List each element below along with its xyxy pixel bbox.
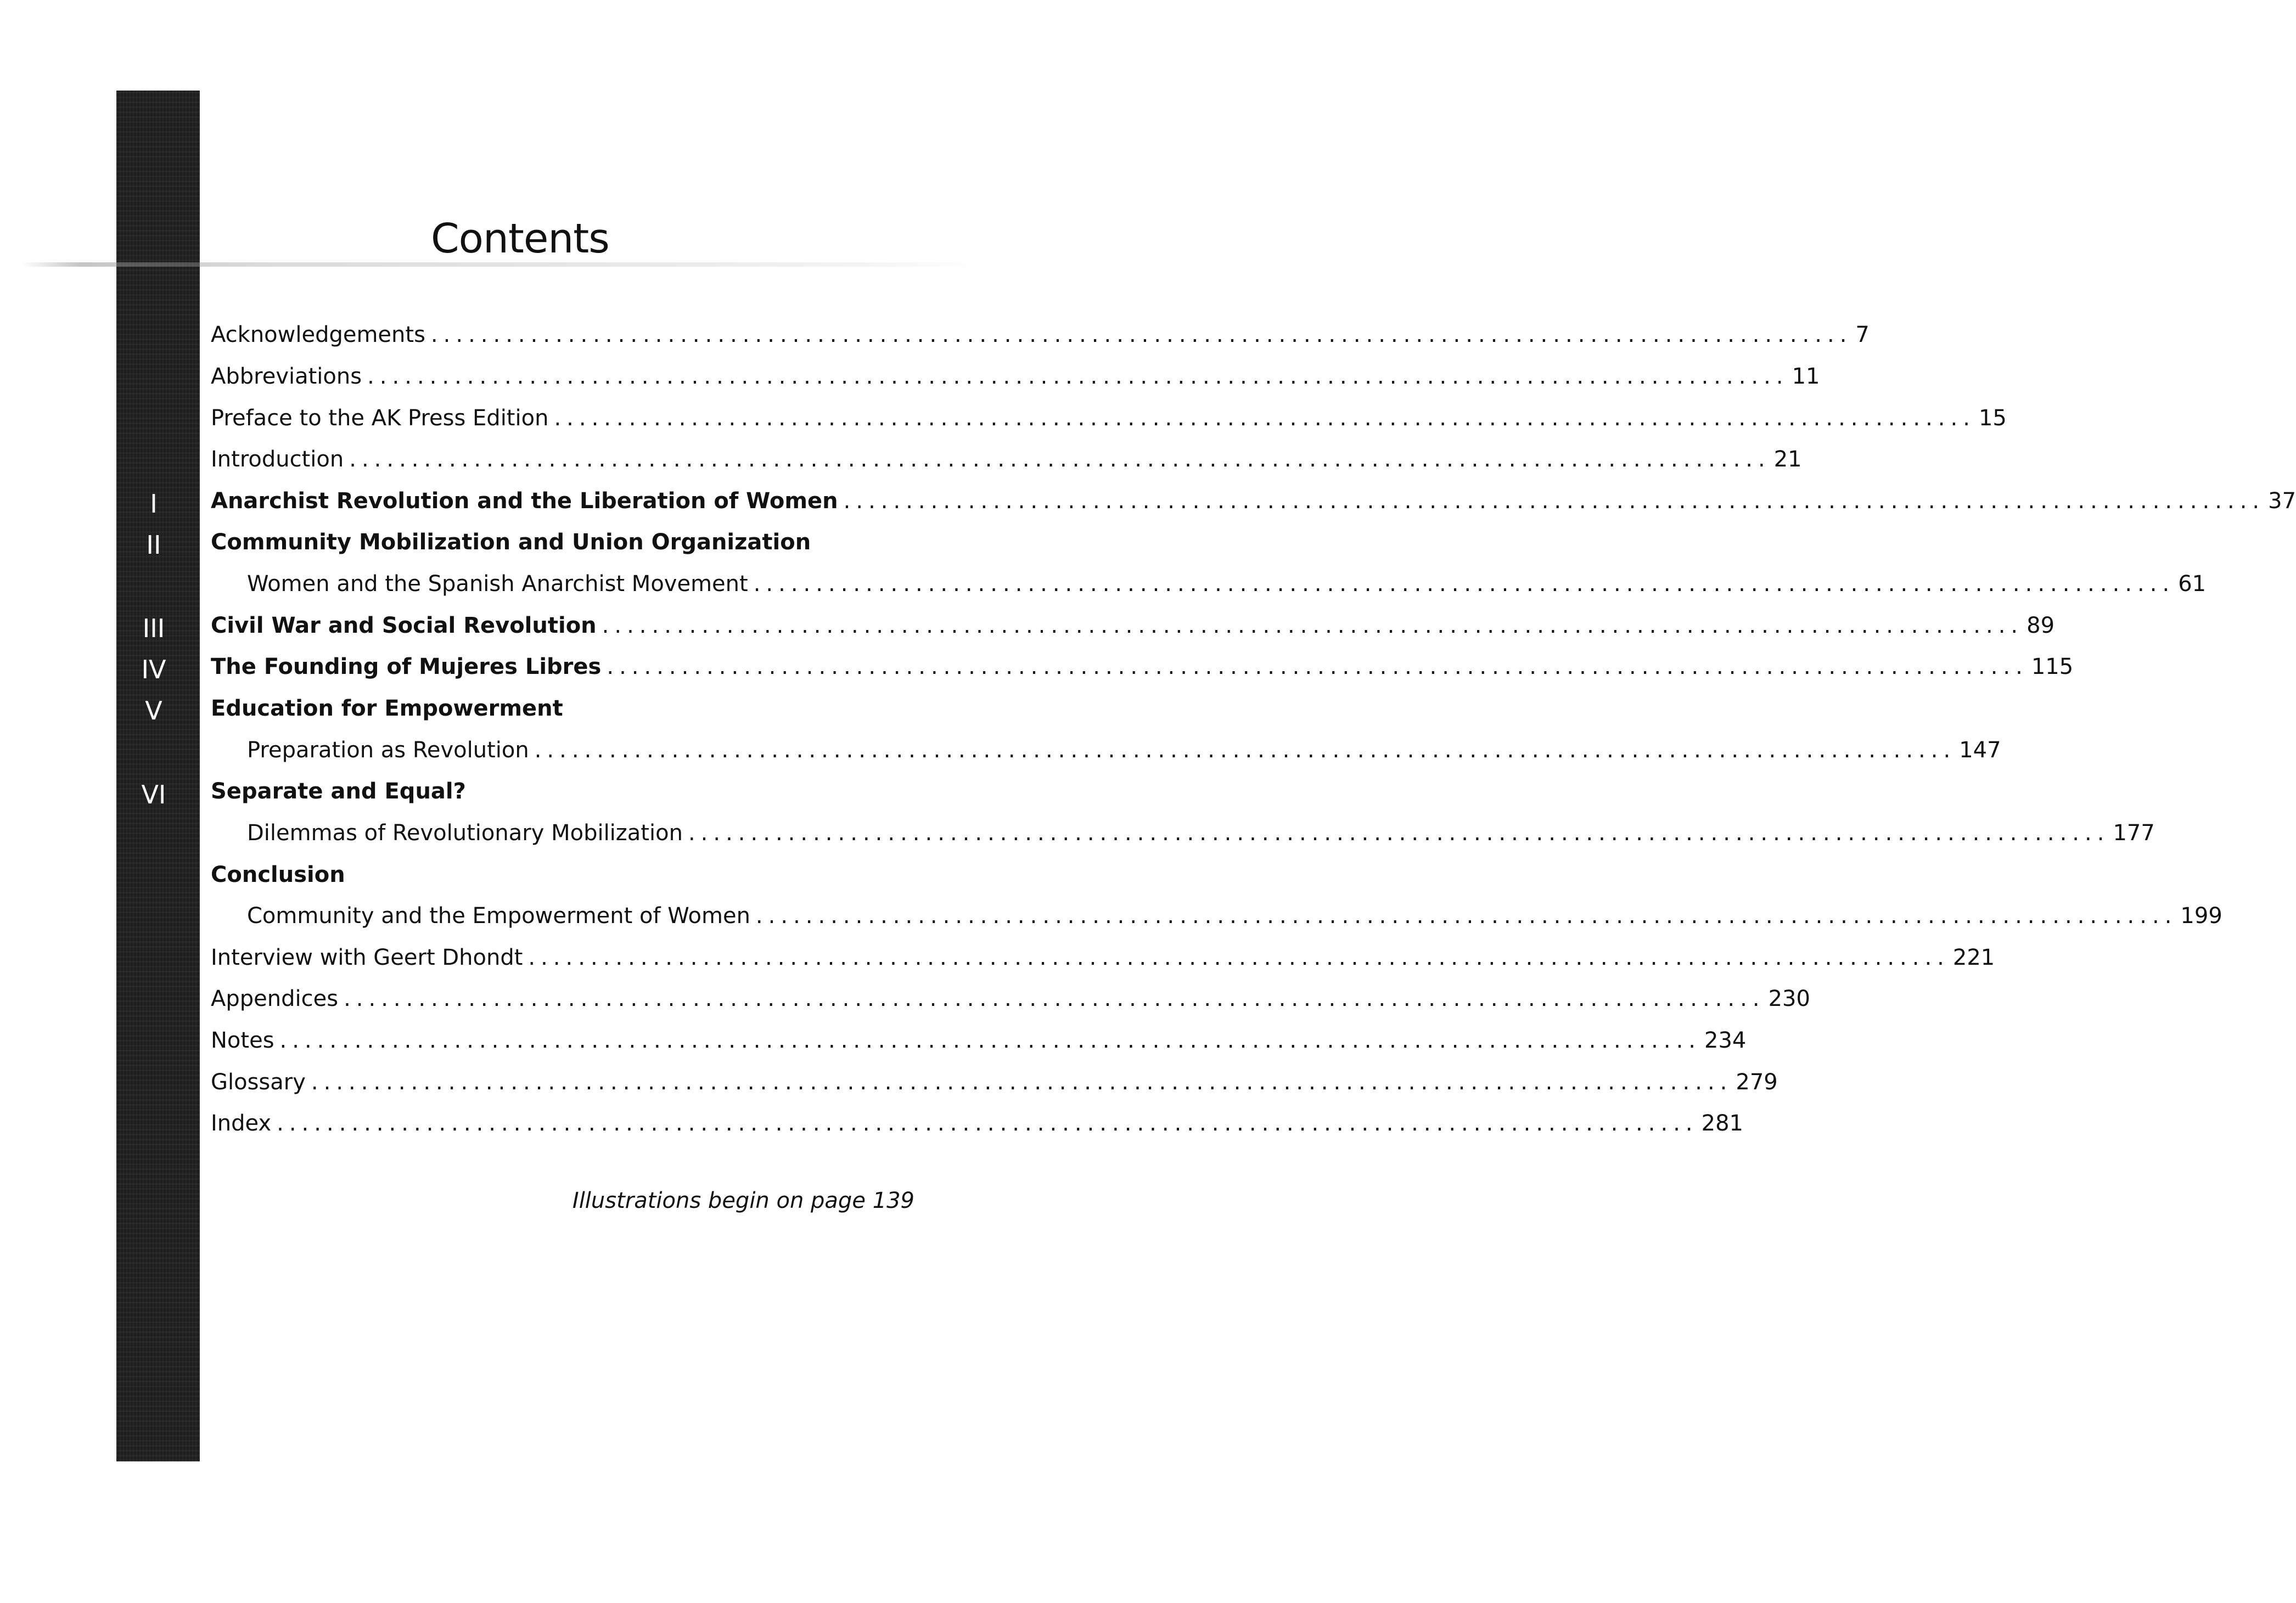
dot-leader: .................................................................................................................. <box>528 945 1950 970</box>
dot-leader: .................................................................................................................. <box>279 1028 1702 1053</box>
toc-subtitle-entry[interactable] <box>247 817 2155 850</box>
toc-entry-label: Preface to the AK Press Edition <box>211 406 549 431</box>
toc-entry-label: Preparation as Revolution <box>247 738 529 763</box>
toc-entry-label: Civil War and Social Revolution <box>211 613 597 638</box>
toc-entry-page: 11 <box>1792 364 1820 389</box>
toc-entry-page: 230 <box>1768 986 1810 1011</box>
toc-subtitle-entry[interactable] <box>247 567 2207 600</box>
toc-entry[interactable] <box>211 1107 1743 1140</box>
chapter-band <box>116 91 200 1461</box>
toc-entry-page: 37 <box>2268 488 2296 514</box>
toc-entry[interactable] <box>211 1066 1778 1099</box>
toc-entry-label: Conclusion <box>211 862 345 887</box>
toc-chapter-heading[interactable] <box>211 858 914 891</box>
toc-entry-label: Notes <box>211 1028 274 1053</box>
toc-entry-page: 234 <box>1704 1028 1747 1053</box>
toc-chapter-heading[interactable] <box>211 775 914 808</box>
toc-entry-page: 15 <box>1978 406 2007 431</box>
toc-chapter-entry[interactable] <box>211 609 2055 642</box>
toc-chapter-heading[interactable] <box>211 692 914 725</box>
dot-leader: .................................................................................................................. <box>554 406 1975 431</box>
illustrations-note: Illustrations begin on page 139 <box>572 1188 914 1213</box>
toc-chapter-entry[interactable] <box>211 485 2296 518</box>
dot-leader: .................................................................................................................. <box>430 322 1852 347</box>
toc-entry-label: Abbreviations <box>211 364 362 389</box>
dot-leader: .................................................................................................................. <box>534 738 1956 763</box>
toc-entry-label: Introduction <box>211 447 344 472</box>
dot-leader: .................................................................................................................. <box>349 447 1771 472</box>
toc-entry-page: 7 <box>1855 322 1870 347</box>
toc-chapter-heading[interactable] <box>211 526 914 559</box>
chapter-numeral-4: IV <box>141 655 166 684</box>
title-rule <box>22 262 983 267</box>
toc-entry[interactable] <box>211 982 1810 1015</box>
dot-leader: .................................................................................................................. <box>311 1070 1733 1095</box>
toc-entry-label: Index <box>211 1111 272 1136</box>
toc-entry-label: The Founding of Mujeres Libres <box>211 654 602 679</box>
toc-entry-label: Separate and Equal? <box>211 779 466 804</box>
toc-entry-label: Women and the Spanish Anarchist Movement <box>247 571 748 597</box>
toc-chapter-entry[interactable] <box>211 650 2074 683</box>
toc-entry-label: Appendices <box>211 986 339 1011</box>
toc-entry-page: 281 <box>1701 1111 1743 1136</box>
toc-entry-page: 21 <box>1773 447 1802 472</box>
toc-entry-label: Interview with Geert Dhondt <box>211 945 523 970</box>
toc-entry-label: Community and the Empowerment of Women <box>247 903 750 929</box>
chapter-numeral-6: VI <box>141 780 166 809</box>
toc-entry-page: 221 <box>1952 945 1995 970</box>
toc-entry-page: 115 <box>2031 654 2074 679</box>
chapter-numeral-3: III <box>142 614 165 643</box>
toc-entry-page: 279 <box>1736 1070 1778 1095</box>
toc-entry-page: 61 <box>2178 571 2207 597</box>
toc-entry-page: 199 <box>2180 903 2222 929</box>
toc-subtitle-entry[interactable] <box>247 734 2001 767</box>
toc-entry[interactable] <box>211 360 1820 393</box>
toc-entry[interactable] <box>211 941 1995 974</box>
toc-entry[interactable] <box>211 318 1870 351</box>
toc-entry[interactable] <box>211 443 1802 476</box>
toc-entry[interactable] <box>211 1024 1747 1057</box>
dot-leader: .................................................................................................................. <box>843 488 2265 514</box>
dot-leader: .................................................................................................................. <box>755 903 2177 929</box>
toc-entry-page: 89 <box>2026 613 2055 638</box>
toc-entry-page: 147 <box>1959 738 2001 763</box>
toc-subtitle-entry[interactable] <box>247 899 2222 932</box>
toc-entry-page: 177 <box>2113 820 2155 846</box>
toc-entry-label: Acknowledgements <box>211 322 425 347</box>
dot-leader: .................................................................................................................. <box>607 654 2028 679</box>
dot-leader: .................................................................................................................. <box>602 613 2024 638</box>
page-title: Contents <box>431 215 609 262</box>
toc-entry-label: Education for Empowerment <box>211 696 563 721</box>
toc-entry-label: Glossary <box>211 1070 306 1095</box>
chapter-numeral-2: II <box>146 530 161 560</box>
toc-entry[interactable] <box>211 402 2007 435</box>
toc-entry-label: Community Mobilization and Union Organization <box>211 530 811 555</box>
toc-entry-label: Anarchist Revolution and the Liberation of Women <box>211 488 838 514</box>
chapter-numeral-1: I <box>150 489 158 519</box>
dot-leader: .................................................................................................................. <box>344 986 1765 1011</box>
chapter-numeral-5: V <box>145 696 162 725</box>
dot-leader: .................................................................................................................. <box>688 820 2110 846</box>
toc-entry-label: Dilemmas of Revolutionary Mobilization <box>247 820 683 846</box>
dot-leader: .................................................................................................................. <box>753 571 2175 597</box>
dot-leader: .................................................................................................................. <box>277 1111 1698 1136</box>
dot-leader: .................................................................................................................. <box>367 364 1789 389</box>
